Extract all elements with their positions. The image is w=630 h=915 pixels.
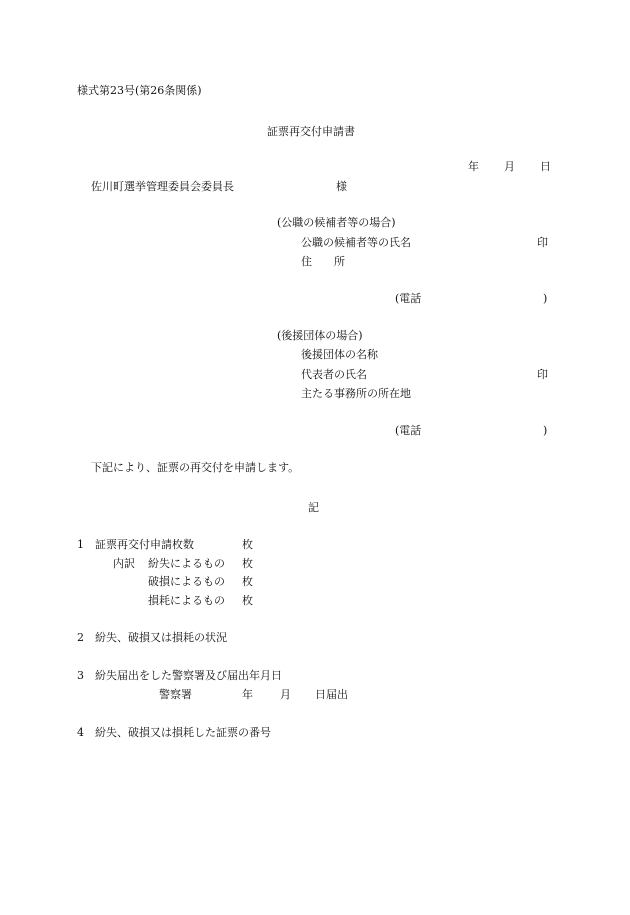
date-day: 日 xyxy=(540,160,551,173)
support-phone-open: (電話 xyxy=(395,424,422,437)
support-org-name-label: 後援団体の名称 xyxy=(301,348,378,361)
addressee-honorific: 様 xyxy=(336,180,347,193)
item-3-police: 警察署 xyxy=(159,688,192,701)
candidate-name-label: 公職の候補者等の氏名 xyxy=(301,236,411,249)
addressee-name: 佐川町選挙管理委員会委員長 xyxy=(91,180,234,193)
item-1-unit: 枚 xyxy=(242,538,253,551)
support-rep-label: 代表者の氏名 xyxy=(301,368,367,381)
item-2-number: 2 xyxy=(77,631,84,644)
item-1-sub-wear-unit: 枚 xyxy=(242,594,253,607)
candidate-seal: 印 xyxy=(537,236,548,249)
item-1-number: 1 xyxy=(77,538,84,551)
item-2-label: 紛失、破損又は損耗の状況 xyxy=(95,631,227,644)
item-1-sub-damage: 破損によるもの xyxy=(148,575,225,588)
item-1-breakdown-label: 内訳 xyxy=(113,557,135,570)
candidate-address-label: 住 所 xyxy=(301,255,345,268)
item-3-year: 年 xyxy=(242,688,253,701)
candidate-heading: (公職の候補者等の場合) xyxy=(277,216,396,229)
item-1-sub-loss-unit: 枚 xyxy=(242,557,253,570)
item-3-label: 紛失届出をした警察署及び届出年月日 xyxy=(95,669,282,682)
intro-text: 下記により、証票の再交付を申請します。 xyxy=(91,461,300,474)
item-3-day-report: 日届出 xyxy=(315,688,348,701)
support-phone-close: ) xyxy=(543,424,548,437)
ki-heading: 記 xyxy=(308,501,319,514)
item-4-label: 紛失、破損又は損耗した証票の番号 xyxy=(95,726,271,739)
item-1-sub-loss: 紛失によるもの xyxy=(148,557,225,570)
support-office-label: 主たる事務所の所在地 xyxy=(301,387,411,400)
item-3-number: 3 xyxy=(77,669,84,682)
support-heading: (後援団体の場合) xyxy=(277,329,363,342)
date-year: 年 xyxy=(468,160,479,173)
form-number: 様式第23号(第26条関係) xyxy=(77,84,202,97)
item-4-number: 4 xyxy=(77,726,84,739)
item-1-sub-damage-unit: 枚 xyxy=(242,575,253,588)
candidate-phone-close: ) xyxy=(543,292,548,305)
support-seal: 印 xyxy=(537,368,548,381)
date-month: 月 xyxy=(504,160,515,173)
item-3-month: 月 xyxy=(280,688,291,701)
candidate-phone-open: (電話 xyxy=(395,292,422,305)
item-1-label: 証票再交付申請枚数 xyxy=(95,538,194,551)
document-title: 証票再交付申請書 xyxy=(267,125,355,138)
item-1-sub-wear: 損耗によるもの xyxy=(148,594,225,607)
